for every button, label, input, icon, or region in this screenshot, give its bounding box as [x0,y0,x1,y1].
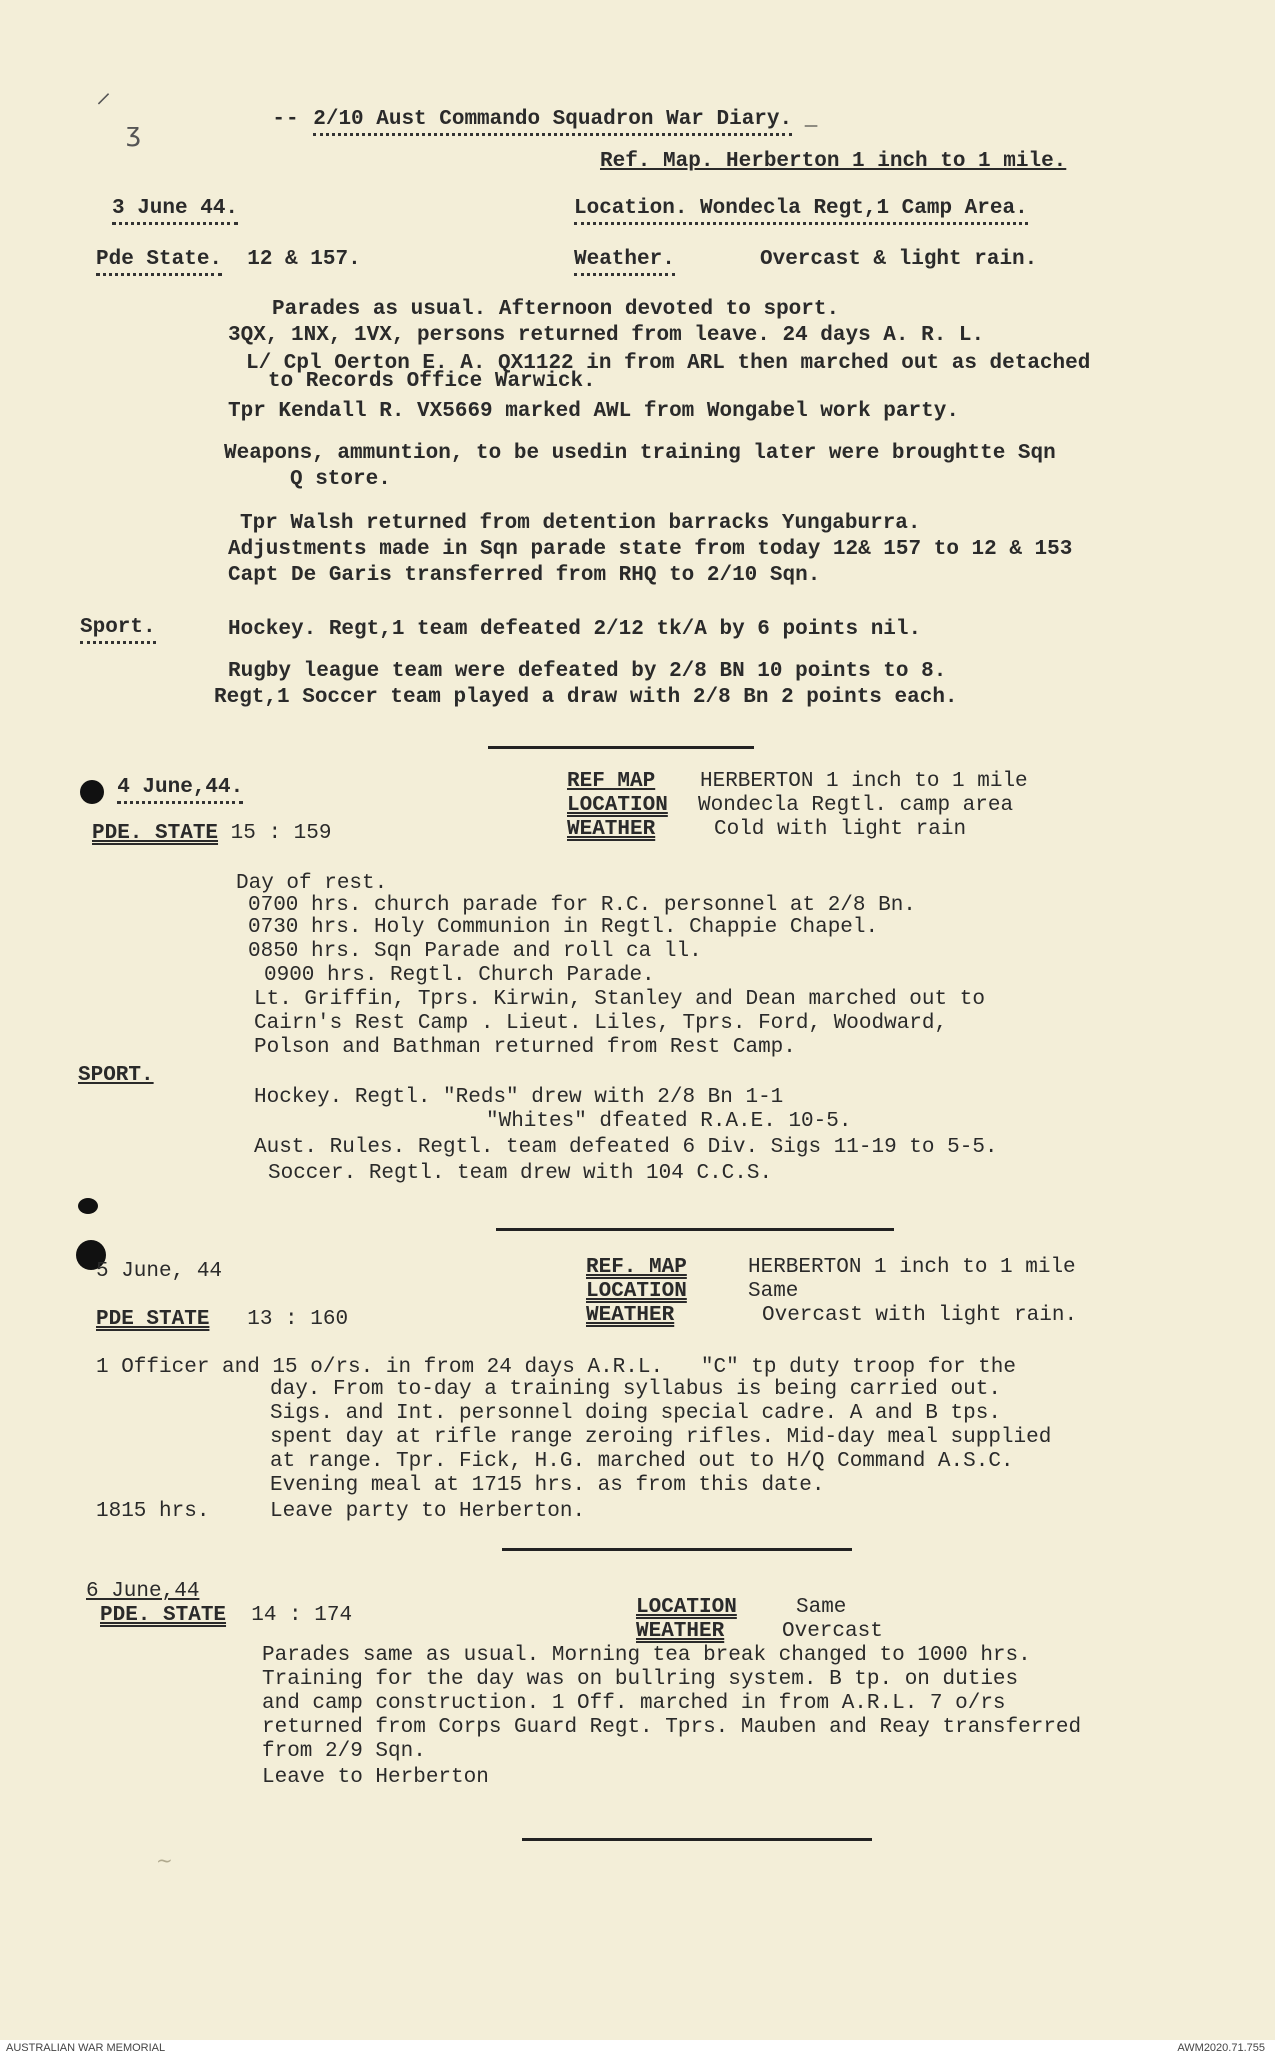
entry2-line: Lt. Griffin, Tprs. Kirwin, Stanley and Dean marched out to [254,988,985,1011]
entry1-line: Tpr Kendall R. VX5669 marked AWL from Wongabel work party. [228,400,959,423]
entry2-sport-line: Hockey. Regtl. "Reds" drew with 2/8 Bn 1-1 [254,1086,784,1109]
entry1-line: to Records Office Warwick. [268,370,596,393]
entry1-sport-line: Rugby league team were defeated by 2/8 BN 10 points to 8. [228,660,947,683]
entry1-line: Parades as usual. Afternoon devoted to sport. [272,298,840,321]
entry2-weather-value: Cold with light rain [714,818,967,841]
entry2-location-value: Wondecla Regtl. camp area [698,794,1014,817]
entry-separator [522,1838,872,1841]
entry3-line: Sigs. and Int. personnel doing special cadre. A and B tps. [270,1402,1001,1425]
entry1-date: 3 June 44. [112,197,238,221]
entry1-line: Adjustments made in Sqn parade state from today 12& 157 to 12 & 153 [228,538,1073,561]
entry1-line: Weapons, ammuntion, to be usedin training later were broughtte Sqn [224,442,1056,465]
entry2-sport-line: "Whites" dfeated R.A.E. 10-5. [486,1110,852,1133]
entry2-line: 0730 hrs. Holy Communion in Regtl. Chappie Chapel. [248,916,879,939]
entry3-weather-value: Overcast with light rain. [762,1304,1078,1327]
entry4-location-value: Same [796,1596,847,1619]
pencil-mark: ~ [156,1848,173,1872]
margin-tick-mark: ⸝ [96,75,111,110]
entry2-sport-line: Aust. Rules. Regtl. team defeated 6 Div. Sigs 11-19 to 5-5. [254,1136,998,1159]
entry4-pde-state: PDE. STATE 14 : 174 [100,1604,353,1627]
entry1-location: Location. Wondecla Regt,1 Camp Area. [574,197,1028,221]
entry2-line: 0850 hrs. Sqn Parade and roll ca ll. [248,940,702,963]
entry1-line: L/ Cpl Oerton E. A. QX1122 in from ARL then marched out as detached [246,352,1091,375]
entry2-weather-label: WEATHER [567,818,656,841]
ref-map-header: Ref. Map. Herberton 1 inch to 1 mile. [600,150,1067,173]
entry-separator [488,746,754,749]
entry2-line: 0900 hrs. Regtl. Church Parade. [264,964,655,987]
entry3-time: 1815 hrs. [96,1500,210,1523]
entry4-line: and camp construction. 1 Off. marched in from A.R.L. 7 o/rs [262,1692,1006,1715]
entry3-line: day. From to-day a training syllabus is being carried out. [270,1378,1001,1401]
entry1-pde-state: Pde State. 12 & 157. [96,248,361,272]
footer-archive-name: AUSTRALIAN WAR MEMORIAL [6,2042,166,2054]
entry-separator [502,1548,852,1551]
entry1-line: Tpr Walsh returned from detention barracks Yungaburra. [240,512,921,535]
entry1-line: 3QX, 1NX, 1VX, persons returned from leave. 24 days A. R. L. [228,324,985,347]
entry3-weather-label: WEATHER [586,1304,675,1327]
entry2-ref-map-value: HERBERTON 1 inch to 1 mile [700,770,1028,793]
entry2-location-label: LOCATION [567,794,668,817]
entry1-line: Q store. [290,468,391,491]
entry3-location-value: Same [748,1280,799,1303]
footer-accession-number: AWM2020.71.755 [1177,2042,1265,2054]
entry4-weather-label: WEATHER [636,1620,725,1643]
entry2-sport-line: Soccer. Regtl. team drew with 104 C.C.S. [268,1162,773,1185]
entry1-sport-label: Sport. [80,616,156,640]
entry-separator [496,1228,894,1231]
entry3-line: spent day at rifle range zeroing rifles. Mid-day meal supplied [270,1426,1052,1449]
entry2-line: Day of rest. [236,872,388,895]
entry4-line: Parades same as usual. Morning tea break changed to 1000 hrs. [262,1644,1031,1667]
entry2-line: Polson and Bathman returned from Rest Camp. [254,1036,796,1059]
entry1-sport-line: Regt,1 Soccer team played a draw with 2/8 Bn 2 points each. [214,686,958,709]
entry2-ref-map-label: REF MAP [567,770,656,793]
entry2-line: 0700 hrs. church parade for R.C. personnel at 2/8 Bn. [248,894,916,917]
entry4-line: from 2/9 Sqn. [262,1740,426,1763]
entry1-sport-line: Hockey. Regt,1 team defeated 2/12 tk/A by 6 points nil. [228,618,922,641]
diary-title: -- 2/10 Aust Commando Squadron War Diary. _ [222,84,817,156]
title-text: 2/10 Aust Commando Squadron War Diary. [313,108,792,136]
entry4-line: Leave to Herberton [262,1766,489,1789]
ink-blot [78,1198,98,1214]
entry3-ref-map-label: REF. MAP [586,1256,687,1279]
entry3-location-label: LOCATION [586,1280,687,1303]
margin-pen-mark: ʒ [126,118,142,148]
entry2-pde-state: PDE. STATE 15 : 159 [92,822,332,845]
entry2-line: Cairn's Rest Camp . Lieut. Liles, Tprs. Ford, Woodward, [254,1012,948,1035]
entry2-date: 4 June,44. [92,776,243,800]
entry1-weather-label: Weather. [574,248,675,272]
entry4-line: returned from Corps Guard Regt. Tprs. Mauben and Reay transferred [262,1716,1082,1739]
entry3-date: 5 June, 44 [96,1260,223,1283]
entry3-line: 1 Officer and 15 o/rs. in from 24 days A.R.L. "C" tp duty troop for the [96,1356,1016,1379]
entry1-line: Capt De Garis transferred from RHQ to 2/10 Sqn. [228,564,821,587]
entry3-line: Evening meal at 1715 hrs. as from this date. [270,1474,825,1497]
entry4-date: 6 June,44 [86,1580,200,1603]
entry4-weather-value: Overcast [782,1620,883,1643]
entry3-pde-state: PDE STATE 13 : 160 [96,1308,349,1331]
entry3-line: at range. Tpr. Fick, H.G. marched out to H/Q Command A.S.C. [270,1450,1014,1473]
entry3-time-text: Leave party to Herberton. [270,1500,586,1523]
entry1-weather-value: Overcast & light rain. [760,248,1038,271]
entry3-ref-map-value: HERBERTON 1 inch to 1 mile [748,1256,1076,1279]
entry4-location-label: LOCATION [636,1596,737,1619]
entry4-line: Training for the day was on bullring system. B tp. on duties [262,1668,1019,1691]
entry2-sport-label: SPORT. [78,1064,154,1087]
